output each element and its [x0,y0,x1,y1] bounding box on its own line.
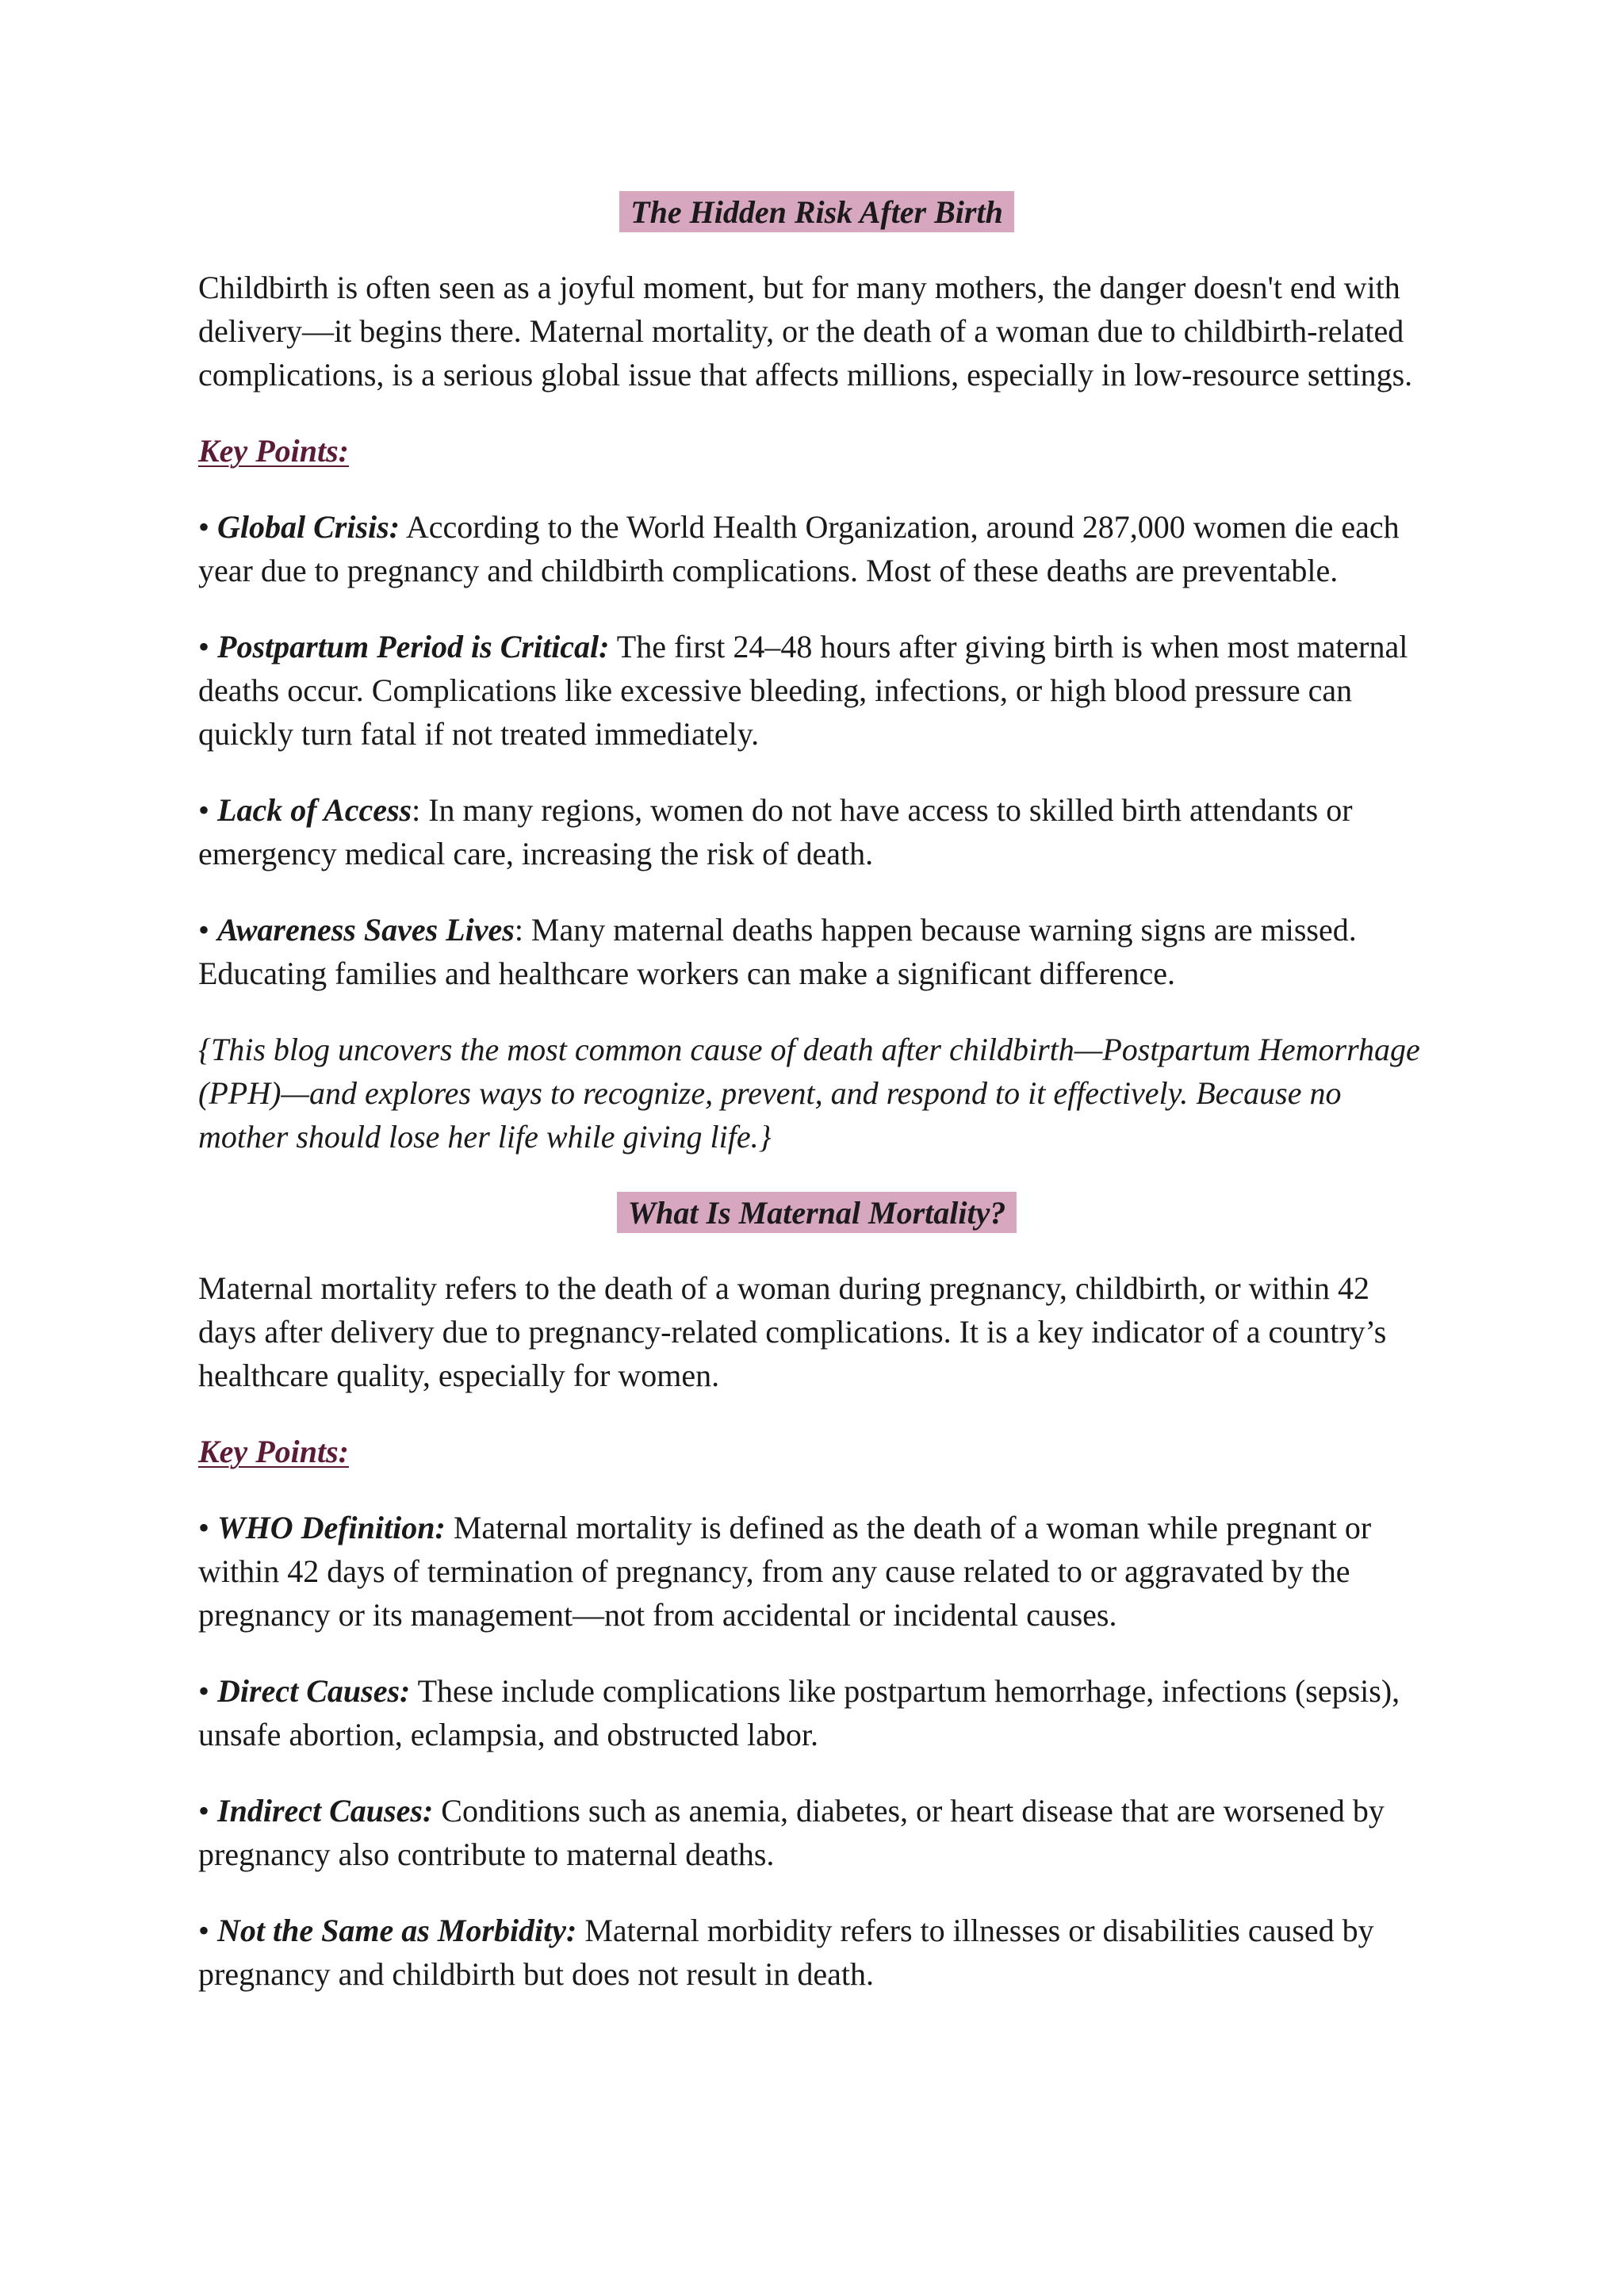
bullet-item [198,1909,1435,1996]
document-page [198,190,1435,2028]
key-points-label: Key Points: [198,1434,349,1469]
bullet-item [198,908,1435,995]
bullet-item [198,505,1435,592]
bullet-text: Maternal morbidity refers to illnesses or disabilities caused by pregnancy and childbirth but does not result in death. [198,1913,1374,1992]
bullet-item [198,1789,1435,1876]
bullet-text: According to the World Health Organization, around 287,000 women die each year due to pregnancy and childbirth complications. Most of these deaths are preventable. [198,509,1400,588]
bullet-lead: Not the Same as Morbidity: [217,1913,577,1948]
bullet-text: The first 24–48 hours after giving birth is when most maternal deaths occur. Complications like excessive bleeding, infections, or high blood pressure can quickly turn fatal if not treated immediately. [198,629,1408,752]
intro-paragraph: Maternal mortality refers to the death of a woman during pregnancy, childbirth, or within 42 days after delivery due to pregnancy-related complications. It is a key indicator of a country’s healthcare quality, especially for women. [198,1270,1387,1393]
bullet-mark: • [198,792,210,828]
bullet-lead: Indirect Causes: [217,1793,434,1829]
bullet-lead: Postpartum Period is Critical: [217,629,610,664]
key-points-label: Key Points: [198,433,349,469]
bullet-text: : In many regions, women do not have access to skilled birth attendants or emergency medical care, increasing the risk of death. [198,792,1353,871]
bullet-lead: Awareness Saves Lives [217,912,515,948]
bullet-mark: • [198,629,210,664]
bullet-item [198,625,1435,756]
bullet-text: These include complications like postpartum hemorrhage, infections (sepsis), unsafe abortion, eclampsia, and obstructed labor. [198,1673,1400,1752]
bullet-text: Conditions such as anemia, diabetes, or heart disease that are worsened by pregnancy also contribute to maternal deaths. [198,1793,1385,1872]
bullet-text: Maternal mortality is defined as the death of a woman while pregnant or within 42 days of termination of pregnancy, from any cause related to or aggravated by the pregnancy or its management—not from accidental or incidental causes. [198,1510,1372,1633]
bullet-mark: • [198,912,210,948]
bullet-text: : Many maternal deaths happen because warning signs are missed. Educating families and healthcare workers can make a significant difference. [198,912,1357,991]
bullet-mark: • [198,1913,210,1948]
bullet-lead: Global Crisis: [217,509,400,545]
bullet-lead: Direct Causes: [217,1673,411,1709]
section-heading: The Hidden Risk After Birth [619,191,1014,232]
bullet-item [198,1669,1435,1756]
section-heading-wrap [198,1191,1435,1235]
bullet-lead: WHO Definition: [217,1510,446,1545]
bullet-mark: • [198,1510,210,1545]
bullet-mark: • [198,1673,210,1709]
italic-note: {This blog uncovers the most common cause of death after childbirth—Postpartum Hemorrhage (PPH)—and explores ways to recognize, prevent, and respond to it effectively. Because no mother should lose her life while giving life.} [198,1032,1420,1155]
bullet-lead: Lack of Access [217,792,412,828]
intro-paragraph: Childbirth is often seen as a joyful moment, but for many mothers, the danger doesn't end with delivery—it begins there. Maternal mortality, or the death of a woman due to childbirth-related complications, is a serious global issue that affects millions, especially in low-resource settings. [198,270,1413,393]
bullet-mark: • [198,1793,210,1829]
bullet-mark: • [198,509,210,545]
section-heading: What Is Maternal Mortality? [617,1192,1017,1233]
bullet-item [198,1506,1435,1637]
section-heading-wrap [198,190,1435,234]
bullet-item [198,788,1435,875]
